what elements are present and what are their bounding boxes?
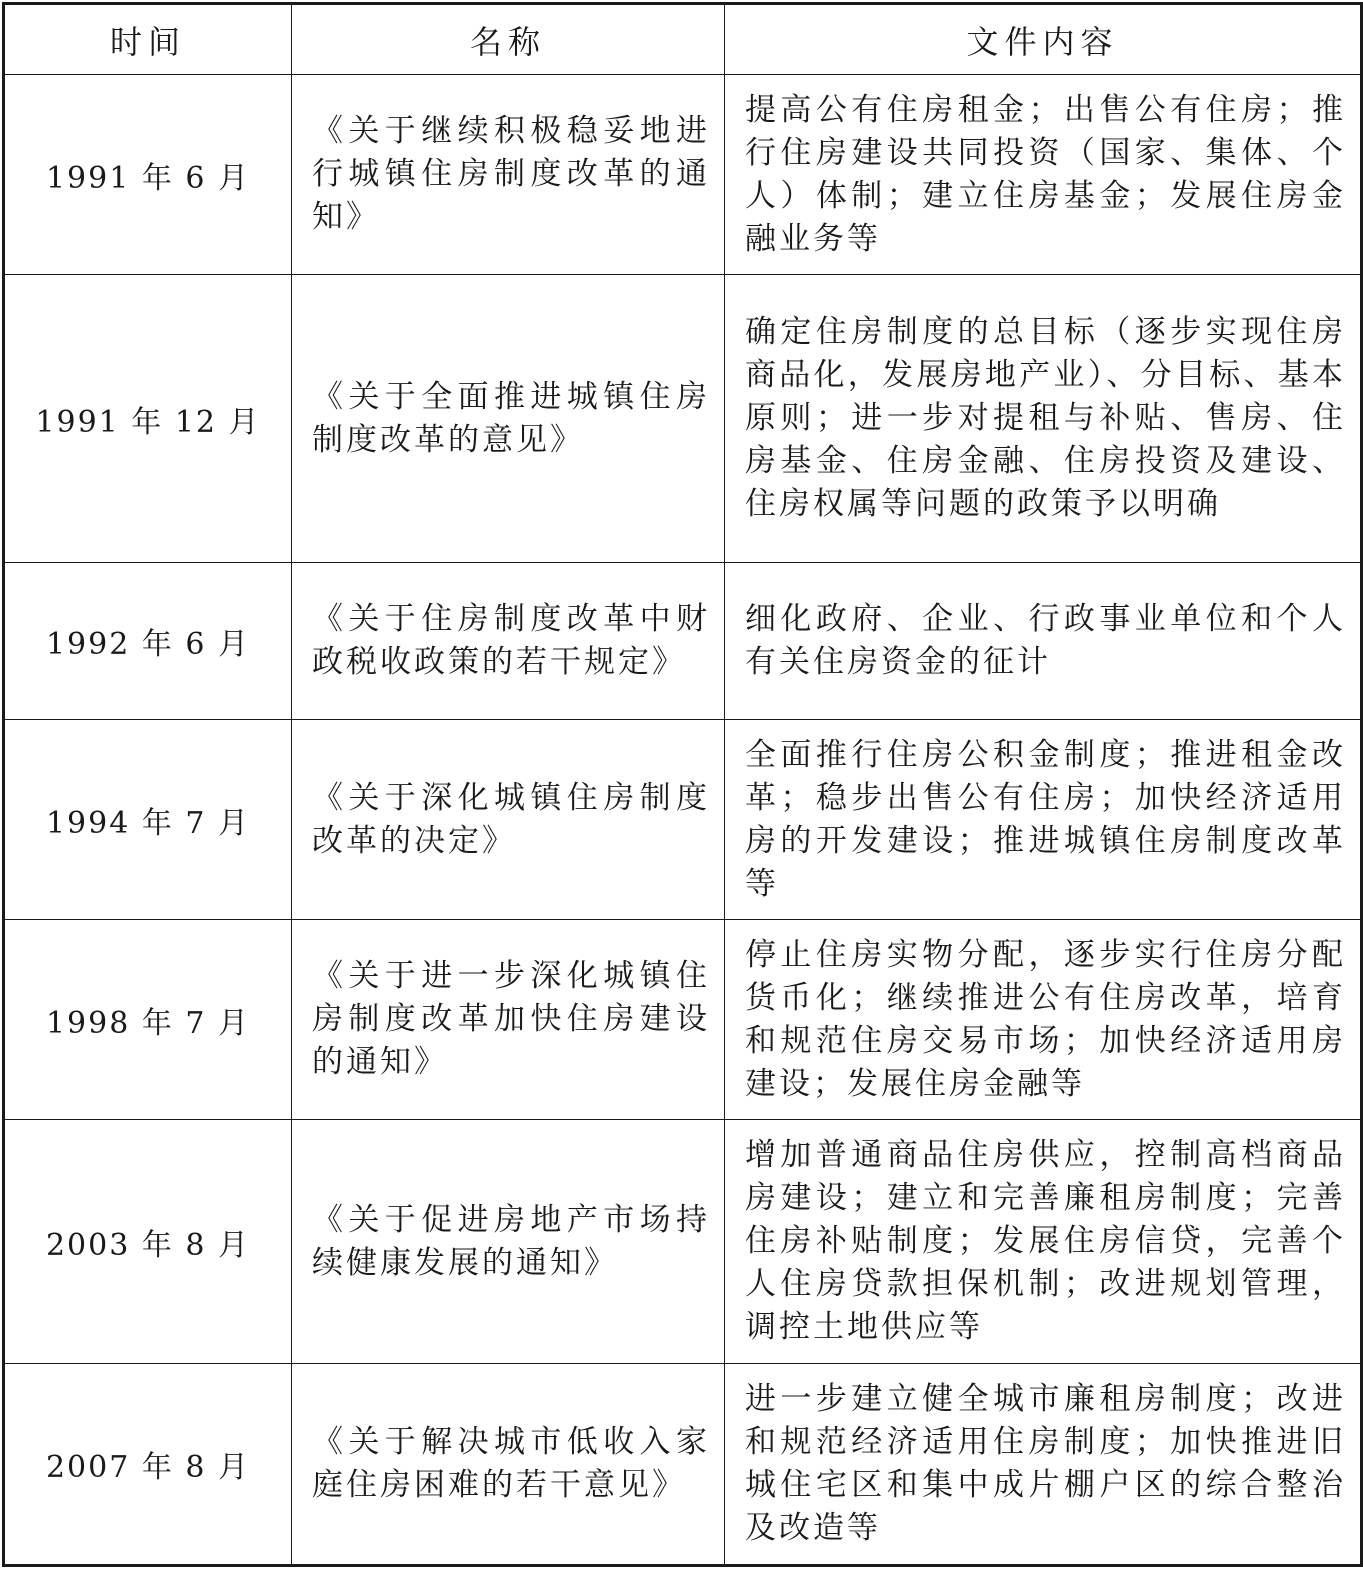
row-content: 确定住房制度的总目标（逐步实现住房商品化，发展房地产业）、分目标、基本原则；进一步对提租与补贴、售房、住房基金、住房金融、住房投资及建设、住房权属等问题的政策予以明确 <box>725 275 1362 563</box>
row-time: 2003 年 8 月 <box>4 1120 292 1364</box>
table-row <box>4 563 1362 720</box>
row-content: 停止住房实物分配，逐步实行住房分配货币化；继续推进公有住房改革，培育和规范住房交易市场；加快经济适用房建设；发展住房金融等 <box>725 920 1362 1120</box>
table-row <box>4 720 1362 920</box>
table-row <box>4 75 1362 275</box>
row-name: 《关于全面推进城镇住房制度改革的意见》 <box>292 275 725 563</box>
row-content: 提高公有住房租金；出售公有住房；推行住房建设共同投资（国家、集体、个人）体制；建立住房基金；发展住房金融业务等 <box>725 75 1362 275</box>
row-name: 《关于促进房地产市场持续健康发展的通知》 <box>292 1120 725 1364</box>
row-content: 细化政府、企业、行政事业单位和个人有关住房资金的征计 <box>725 563 1362 720</box>
row-name: 《关于住房制度改革中财政税收政策的若干规定》 <box>292 563 725 720</box>
row-content: 增加普通商品住房供应，控制高档商品房建设；建立和完善廉租房制度；完善住房补贴制度；发展住房信贷，完善个人住房贷款担保机制；改进规划管理，调控土地供应等 <box>725 1120 1362 1364</box>
table-row <box>4 275 1362 563</box>
housing-policy-table <box>2 2 1363 1567</box>
row-time: 1991 年 6 月 <box>4 75 292 275</box>
header-content: 文件内容 <box>725 4 1362 75</box>
row-name: 《关于继续积极稳妥地进行城镇住房制度改革的通知》 <box>292 75 725 275</box>
header-name: 名称 <box>292 4 725 75</box>
row-name: 《关于深化城镇住房制度改革的决定》 <box>292 720 725 920</box>
row-time: 2007 年 8 月 <box>4 1364 292 1566</box>
row-time: 1992 年 6 月 <box>4 563 292 720</box>
row-time: 1991 年 12 月 <box>4 275 292 563</box>
table-row <box>4 1364 1362 1566</box>
row-time: 1998 年 7 月 <box>4 920 292 1120</box>
header-time: 时间 <box>4 4 292 75</box>
table-row <box>4 1120 1362 1364</box>
row-name: 《关于进一步深化城镇住房制度改革加快住房建设的通知》 <box>292 920 725 1120</box>
header-row <box>4 4 1362 75</box>
table-row <box>4 920 1362 1120</box>
row-time: 1994 年 7 月 <box>4 720 292 920</box>
row-content: 全面推行住房公积金制度；推进租金改革；稳步出售公有住房；加快经济适用房的开发建设；推进城镇住房制度改革等 <box>725 720 1362 920</box>
row-content: 进一步建立健全城市廉租房制度；改进和规范经济适用住房制度；加快推进旧城住宅区和集中成片棚户区的综合整治及改造等 <box>725 1364 1362 1566</box>
row-name: 《关于解决城市低收入家庭住房困难的若干意见》 <box>292 1364 725 1566</box>
